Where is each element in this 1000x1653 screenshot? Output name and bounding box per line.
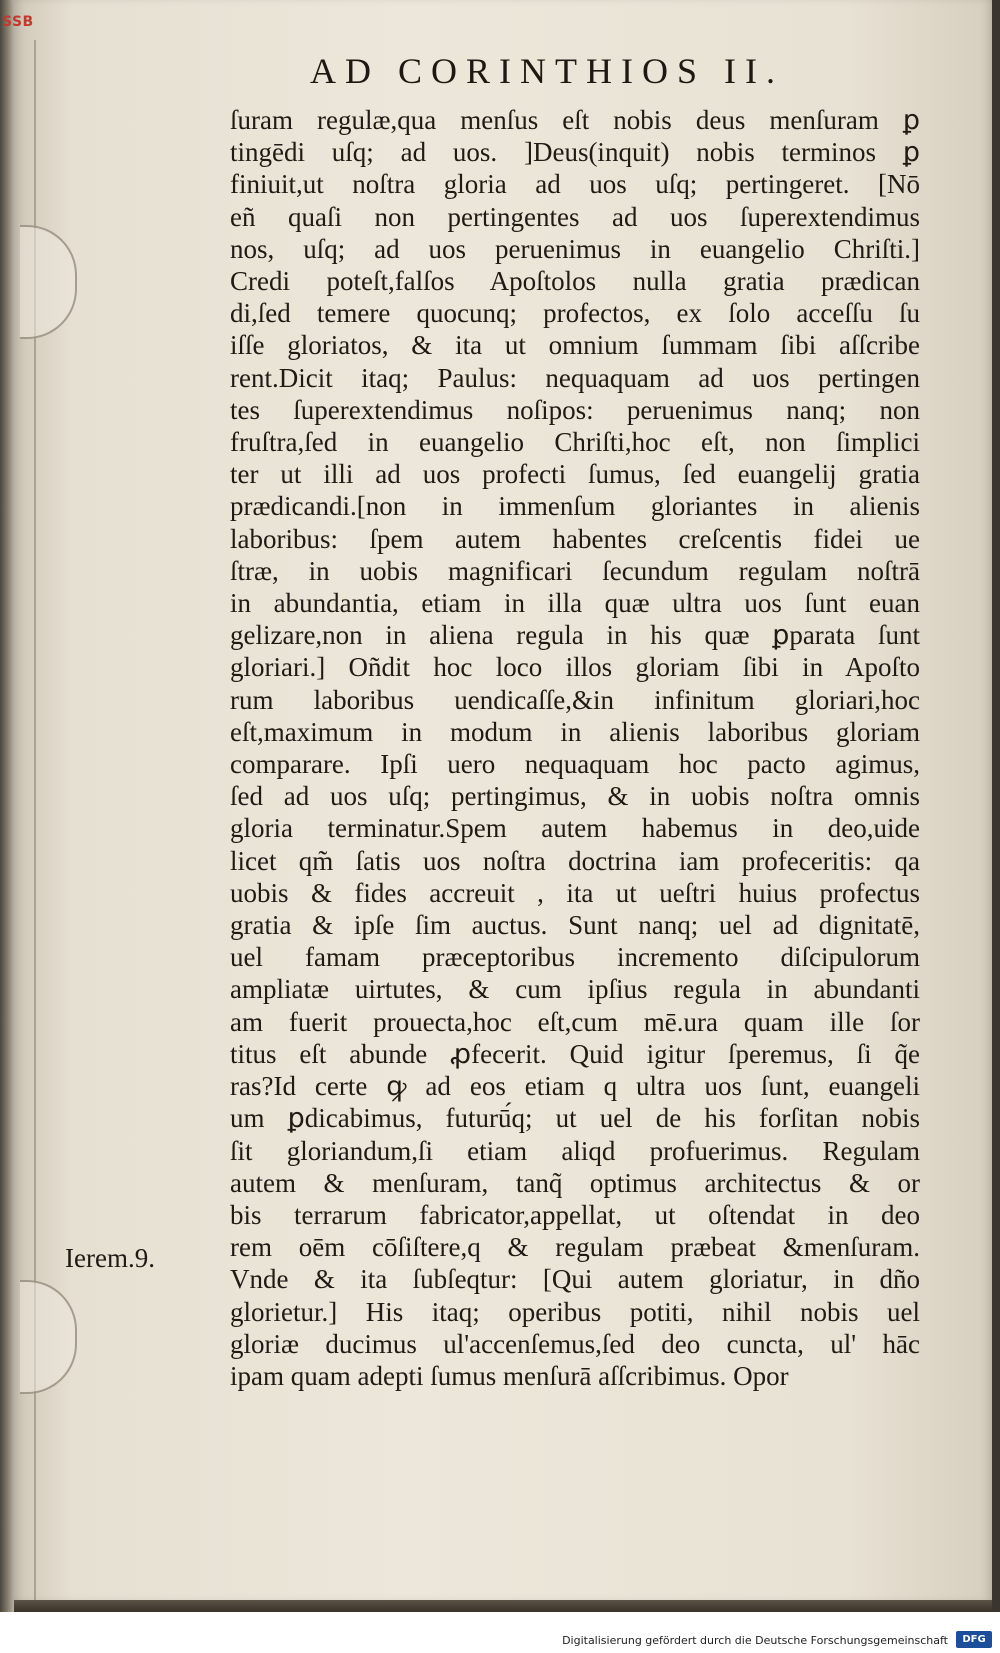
- text-line: eſt,maximum in modum in alienis laboribus gloriam: [230, 716, 920, 747]
- text-line: um ꝑdicabimus, futurū́q; ut uel de his forſitan nobis: [230, 1103, 920, 1134]
- text-line: bis terrarum fabricator,appellat, ut oſtendat in deo: [230, 1199, 920, 1230]
- text-line: laboribus: ſpem autem habentes creſcentis fidei ue: [230, 523, 920, 554]
- text-line: in abundantia, etiam in illa quæ ultra uos ſunt euan: [230, 588, 920, 619]
- text-line: nos, uſq; ad uos peruenimus in euangelio Chriſti.]: [230, 233, 920, 264]
- book-edge: [0, 0, 14, 1653]
- text-line: fruſtra,ſed in euangelio Chriſti,hoc eſt, non ſimplici: [230, 427, 920, 458]
- page-tab-lower: [20, 1280, 77, 1394]
- text-line: uel famam præceptoribus incremento diſcipulorum: [230, 942, 920, 973]
- text-line: finiuit,ut noſtra gloria ad uos uſq; pertingeret. [Nō: [230, 169, 920, 200]
- text-line: comparare. Ipſi uero nequaquam hoc pacto agimus,: [230, 749, 920, 780]
- body-text: [230, 104, 920, 1392]
- running-head: AD CORINTHIOS II.: [310, 51, 784, 91]
- text-line: ſed ad uos uſq; pertingimus, & in uobis noſtra omnis: [230, 781, 920, 812]
- text-line: di,ſed temere quocunq; profectos, ex ſolo acceſſu ſu: [230, 298, 920, 329]
- text-line: Credi poteſt,falſos Apoſtolos nulla gratia prædican: [230, 266, 920, 297]
- text-line: ampliatæ uirtutes, & cum ipſius regula in abundanti: [230, 974, 920, 1005]
- text-line: autem & menſuram, tanq̃ optimus architectus & or: [230, 1167, 920, 1198]
- text-line: ſit gloriandum,ſi etiam aliqd profuerimus. Regulam: [230, 1135, 920, 1166]
- text-line: iſſe gloriatos, & ita ut omnium ſummam ſibi aſſcribe: [230, 330, 920, 361]
- text-line: ras?Id certe ꝙ ad eos etiam q ultra uos ſunt, euangeli: [230, 1071, 920, 1102]
- page-tab-upper: [20, 225, 77, 339]
- text-line: ipam quam adepti ſumus menſurā aſſcribimus. Opor: [230, 1360, 789, 1391]
- text-line: rent.Dicit itaq; Paulus: nequaquam ad uos pertingen: [230, 362, 920, 393]
- text-line: ſtræ, in uobis magnificari ſecundum regulam noſtrā: [230, 555, 920, 586]
- text-line: glorietur.] His itaq; operibus potiti, nihil nobis uel: [230, 1296, 920, 1327]
- text-line: ter ut illi ad uos profecti ſumus, ſed euangelij gratia: [230, 459, 920, 490]
- footer-credit: Digitalisierung gefördert durch die Deutsche Forschungsgemeinschaft: [562, 1634, 948, 1647]
- text-line: uobis & fides accreuit , ita ut ueſtri huius profectus: [230, 877, 920, 908]
- text-line: tingēdi uſq; ad uos. ]Deus(inquit) nobis terminos ꝑ: [230, 137, 920, 168]
- text-line: am fuerit prouecta,hoc eſt,cum mē.ura quam ille ſor: [230, 1006, 920, 1037]
- text-line: gloriari.] Oñdit hoc loco illos gloriam ſibi in Apoſto: [230, 652, 920, 683]
- dfg-logo: DFG: [956, 1631, 992, 1648]
- text-line: gelizare,non in aliena regula in his quæ ꝑparata ſunt: [230, 620, 920, 651]
- text-line: gloria terminatur.Spem autem habemus in deo,uide: [230, 813, 920, 844]
- text-line: gloriæ ducimus ul'accenſemus,ſed deo cuncta, ul' hāc: [230, 1328, 920, 1359]
- text-line: rum laboribus uendicaſſe,&in infinitum gloriari,hoc: [230, 684, 920, 715]
- marginal-note: Ierem.9.: [65, 1243, 155, 1273]
- text-line: prædicandi.[non in immenſum gloriantes in alienis: [230, 491, 920, 522]
- text-line: Vnde & ita ſubſeqtur: [Qui autem gloriatur, in dño: [230, 1264, 920, 1295]
- text-line: titus eſt abunde ꝓfecerit. Quid igitur ſperemus, ſi q̃e: [230, 1038, 920, 1069]
- text-line: tes ſuperextendimus noſipos: peruenimus nanq; non: [230, 394, 920, 425]
- text-line: rem oēm cōſiſtere,q & regulam præbeat &menſuram.: [230, 1232, 920, 1263]
- library-mark: SSB: [2, 14, 34, 30]
- text-line: ſuram regulæ,qua menſus eſt nobis deus menſuram ꝑ: [230, 105, 920, 135]
- text-line: gratia & ipſe ſim auctus. Sunt nanq; uel ad dignitatē,: [230, 910, 920, 941]
- text-line: eñ quaſi non pertingentes ad uos ſuperextendimus: [230, 201, 920, 232]
- text-line: licet qm̃ ſatis uos noſtra doctrina iam profeceritis: qa: [230, 845, 920, 876]
